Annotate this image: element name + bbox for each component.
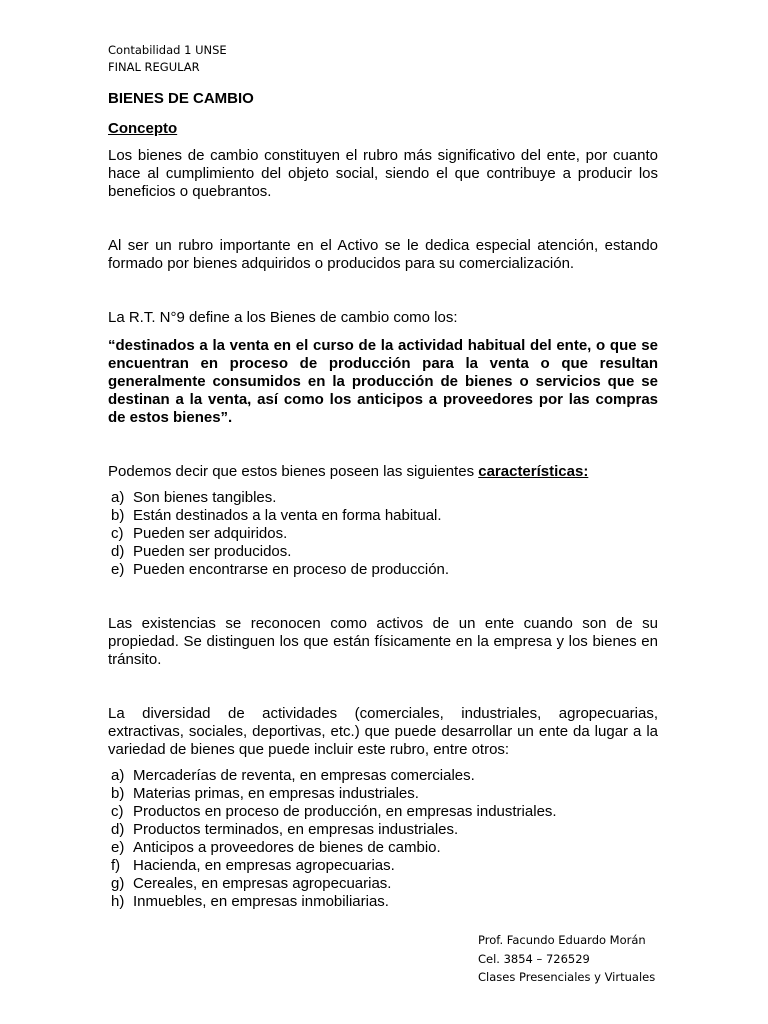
list-item-text: Productos en proceso de producción, en empresas industriales. <box>133 803 557 820</box>
list-item <box>108 893 658 911</box>
list-item-marker: c) <box>111 803 124 820</box>
list-item-text: Hacienda, en empresas agropecuarias. <box>133 857 395 874</box>
list-item-text: Anticipos a proveedores de bienes de cambio. <box>133 839 441 856</box>
list-item-marker: h) <box>111 893 125 910</box>
list-item-text: Materias primas, en empresas industriales. <box>133 785 419 802</box>
list-item-text: Inmuebles, en empresas inmobiliarias. <box>133 893 389 910</box>
list-item-marker: g) <box>111 875 125 892</box>
list-item <box>108 543 658 561</box>
document-title: BIENES DE CAMBIO <box>108 90 254 107</box>
rt9-quote: “destinados a la venta en el curso de la actividad habitual del ente, o que se encuentran en proceso de producción para la venta o que resultan generalmente consumidos en la producción de bienes o servicios que se destinan a la venta, así como los anticipos a proveedores por las compras de estos bienes”. <box>108 337 658 426</box>
class-modes: Clases Presenciales y Virtuales <box>478 970 656 984</box>
list-item <box>108 561 658 579</box>
list-item <box>108 857 658 875</box>
list-item-marker: d) <box>111 821 125 838</box>
page-header <box>108 42 227 76</box>
course-name: Contabilidad 1 UNSE <box>108 43 227 57</box>
list-item <box>108 821 658 839</box>
list-item <box>108 839 658 857</box>
list-item <box>108 803 658 821</box>
list-item <box>108 767 658 785</box>
spacer <box>108 201 658 237</box>
exam-type: FINAL REGULAR <box>108 60 200 74</box>
list-item-text: Están destinados a la venta en forma habitual. <box>133 507 442 524</box>
list-item-marker: c) <box>111 525 124 542</box>
list-item-marker: e) <box>111 561 125 578</box>
list-item-text: Productos terminados, en empresas industriales. <box>133 821 459 838</box>
list-item-text: Son bienes tangibles. <box>133 489 277 506</box>
characteristics-intro-text: Podemos decir que estos bienes poseen las siguientes <box>108 463 479 480</box>
characteristics-list <box>108 489 658 579</box>
list-item-marker: a) <box>111 489 125 506</box>
list-item <box>108 489 658 507</box>
document-body <box>108 90 658 911</box>
list-item-text: Mercaderías de reventa, en empresas comerciales. <box>133 767 475 784</box>
list-item-text: Pueden ser adquiridos. <box>133 525 288 542</box>
list-item <box>108 875 658 893</box>
section-heading-concepto: Concepto <box>108 120 178 137</box>
examples-list <box>108 767 658 911</box>
contact-phone: Cel. 3854 – 726529 <box>478 951 590 966</box>
list-item-marker: b) <box>111 507 125 524</box>
list-item-marker: e) <box>111 839 125 856</box>
list-item <box>108 785 658 803</box>
spacer <box>108 327 658 337</box>
list-item-marker: f) <box>111 857 121 874</box>
spacer <box>108 427 658 463</box>
list-item-marker: d) <box>111 543 125 560</box>
list-item-text: Pueden ser producidos. <box>133 543 292 560</box>
paragraph-definition: Los bienes de cambio constituyen el rubro más significativo del ente, por cuanto hace al cumplimiento del objeto social, siendo el que contribuye a producir los beneficios o quebrantos. <box>108 147 658 200</box>
paragraph-characteristics-intro <box>108 463 658 481</box>
professor-name: Prof. Facundo Eduardo Morán <box>478 933 646 947</box>
paragraph-activo: Al ser un rubro importante en el Activo se le dedica especial atención, estando formado por bienes adquiridos o producidos para su comercialización. <box>108 237 658 272</box>
list-item-marker: b) <box>111 785 125 802</box>
list-item-text: Cereales, en empresas agropecuarias. <box>133 875 392 892</box>
spacer <box>108 579 658 615</box>
list-item-marker: a) <box>111 767 125 784</box>
characteristics-emphasis: características: <box>478 463 589 480</box>
paragraph-existencias: Las existencias se reconocen como activos de un ente cuando son de su propiedad. Se distinguen los que están físicamente en la empresa y los bienes en tránsito. <box>108 615 658 668</box>
list-item <box>108 525 658 543</box>
list-item-text: Pueden encontrarse en proceso de producción. <box>133 561 450 578</box>
list-item <box>108 507 658 525</box>
paragraph-rt9-intro: La R.T. N°9 define a los Bienes de cambio como los: <box>108 309 458 326</box>
spacer <box>108 273 658 309</box>
page-footer <box>478 931 655 987</box>
paragraph-diversidad: La diversidad de actividades (comerciales, industriales, agropecuarias, extractivas, sociales, deportivas, etc.) que puede desarrollar un ente da lugar a la variedad de bienes que puede incluir este rubro, entre otros: <box>108 705 658 758</box>
spacer <box>108 669 658 705</box>
